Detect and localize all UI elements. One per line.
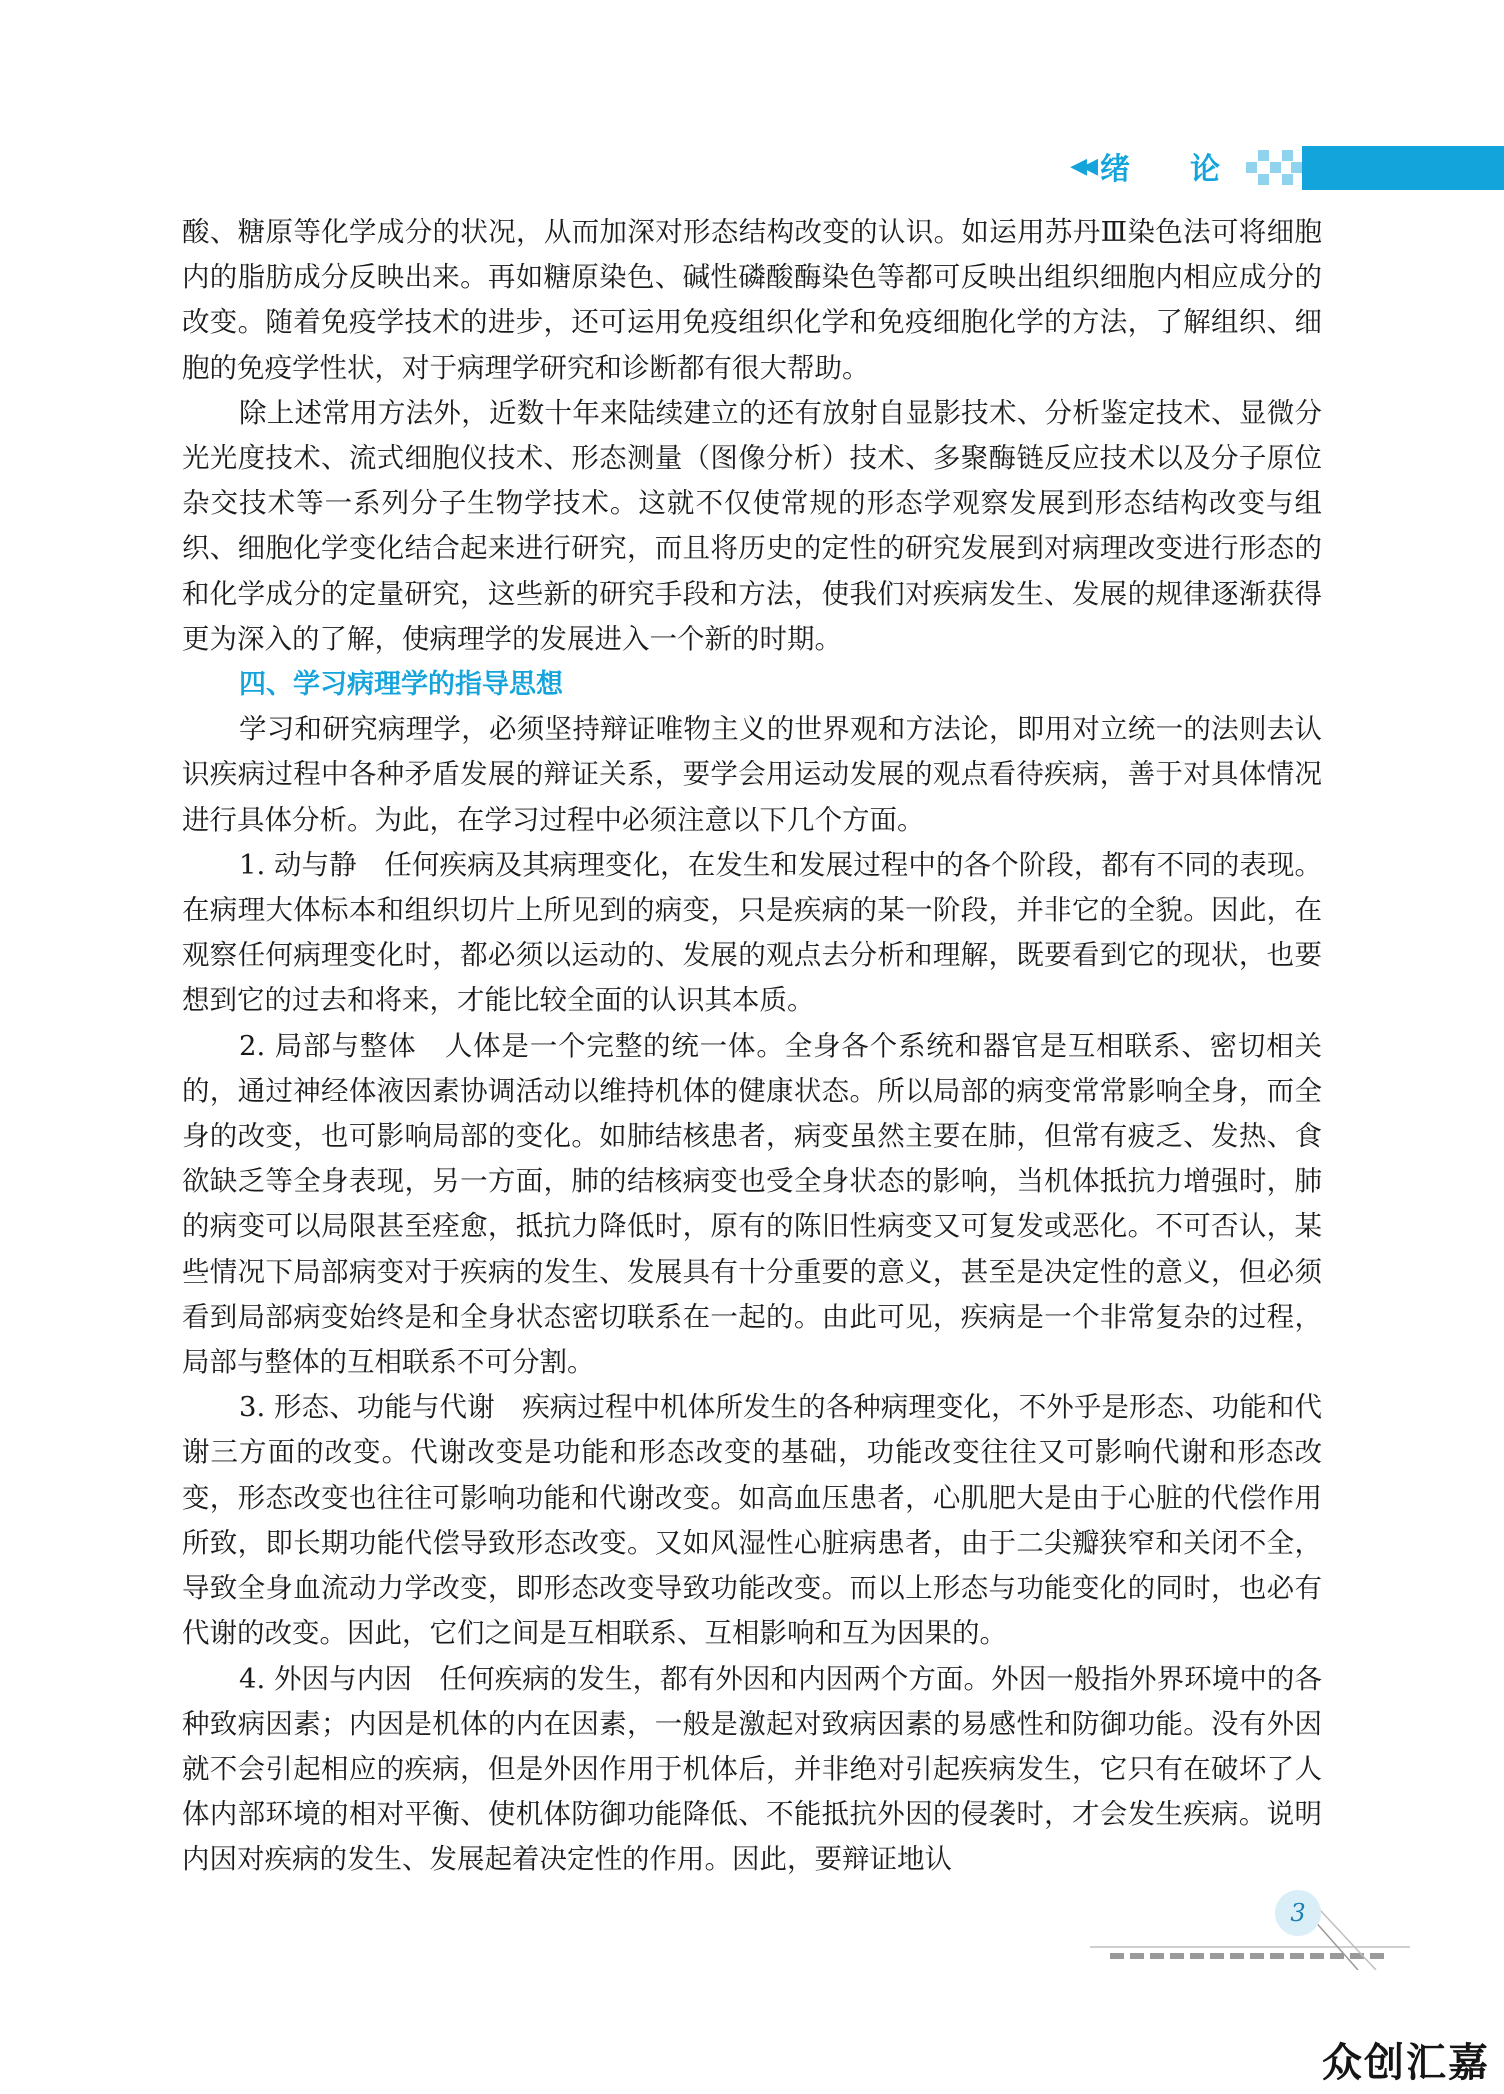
double-left-triangle-icon: ◀◀ — [1070, 153, 1092, 179]
page-body — [182, 210, 1322, 1883]
paragraph: 3. 形态、功能与代谢 疾病过程中机体所发生的各种病理变化，不外乎是形态、功能和代谢三方面的改变。代谢改变是功能和形态改变的基础，功能改变往往又可影响代谢和形态改变，形态改变也往往可影响功能和代谢改变。如高血压患者，心肌肥大是由于心脏的代偿作用所致，即长期功能代偿导致形态改变。又如风湿性心脏病患者，由于二尖瓣狭窄和关闭不全，导致全身血流动力学改变，即形态改变导致功能改变。而以上形态与功能变化的同时，也必有代谢的改变。因此，它们之间是互相联系、互相影响和互为因果的。 — [182, 1391, 1322, 1650]
chapter-title — [1070, 144, 1222, 188]
paragraph: 2. 局部与整体 人体是一个完整的统一体。全身各个系统和器官是互相联系、密切相关的，通过神经体液因素协调活动以维持机体的健康状态。所以局部的病变常常影响全身，而全身的改变，也可影响局部的变化。如肺结核患者，病变虽然主要在肺，但常有疲乏、发热、食欲缺乏等全身表现，另一方面，肺的结核病变也受全身状态的影响，当机体抵抗力增强时，肺的病变可以局限甚至痊愈，抵抗力降低时，原有的陈旧性病变又可复发或恶化。不可否认，某些情况下局部病变对于疾病的发生、发展具有十分重要的意义，甚至是决定性的意义，但必须看到局部病变始终是和全身状态密切联系在一起的。由此可见，疾病是一个非常复杂的过程，局部与整体的互相联系不可分割。 — [182, 1029, 1322, 1379]
header-accent-bar — [1302, 146, 1504, 190]
footer-decoration — [1090, 1890, 1410, 1970]
section-heading: 四、学习病理学的指导思想 — [239, 669, 563, 701]
header-pixel-decoration — [1246, 150, 1302, 186]
chapter-title-char-2: 论 — [1190, 152, 1222, 187]
page-footer — [1090, 1890, 1410, 1970]
watermark: 众创汇嘉 — [1322, 2040, 1490, 2086]
chapter-header — [1034, 146, 1504, 190]
chapter-title-char-1: 绪 — [1100, 152, 1132, 187]
page-number: 3 — [1275, 1890, 1321, 1936]
paragraph: 酸、糖原等化学成分的状况，从而加深对形态结构改变的认识。如运用苏丹Ⅲ染色法可将细胞内的脂肪成分反映出来。再如糖原染色、碱性磷酸酶染色等都可反映出组织细胞内相应成分的改变。随着免疫学技术的进步，还可运用免疫组织化学和免疫细胞化学的方法，了解组织、细胞的免疫学性状，对于病理学研究和诊断都有很大帮助。 — [182, 216, 1322, 384]
paragraph: 4. 外因与内因 任何疾病的发生，都有外因和内因两个方面。外因一般指外界环境中的各种致病因素；内因是机体的内在因素，一般是激起对致病因素的易感性和防御功能。没有外因就不会引起相应的疾病，但是外因作用于机体后，并非绝对引起疾病发生，它只有在破坏了人体内部环境的相对平衡、使机体防御功能降低、不能抵抗外因的侵袭时，才会发生疾病。说明内因对疾病的发生、发展起着决定性的作用。因此，要辩证地认 — [182, 1662, 1322, 1876]
paragraph: 1. 动与静 任何疾病及其病理变化，在发生和发展过程中的各个阶段，都有不同的表现。在病理大体标本和组织切片上所见到的病变，只是疾病的某一阶段，并非它的全貌。因此，在观察任何病理变化时，都必须以运动的、发展的观点去分析和理解，既要看到它的现状，也要想到它的过去和将来，才能比较全面的认识其本质。 — [182, 848, 1322, 1017]
paragraph: 学习和研究病理学，必须坚持辩证唯物主义的世界观和方法论，即用对立统一的法则去认识疾病过程中各种矛盾发展的辩证关系，要学会用运动发展的观点看待疾病，善于对具体情况进行具体分析。为此，在学习过程中必须注意以下几个方面。 — [182, 713, 1322, 836]
paragraph: 除上述常用方法外，近数十年来陆续建立的还有放射自显影技术、分析鉴定技术、显微分光光度技术、流式细胞仪技术、形态测量（图像分析）技术、多聚酶链反应技术以及分子原位杂交技术等一系列分子生物学技术。这就不仅使常规的形态学观察发展到形态结构改变与组织、细胞化学变化结合起来进行研究，而且将历史的定性的研究发展到对病理改变进行形态的和化学成分的定量研究，这些新的研究手段和方法，使我们对疾病发生、发展的规律逐渐获得更为深入的了解，使病理学的发展进入一个新的时期。 — [182, 396, 1322, 655]
